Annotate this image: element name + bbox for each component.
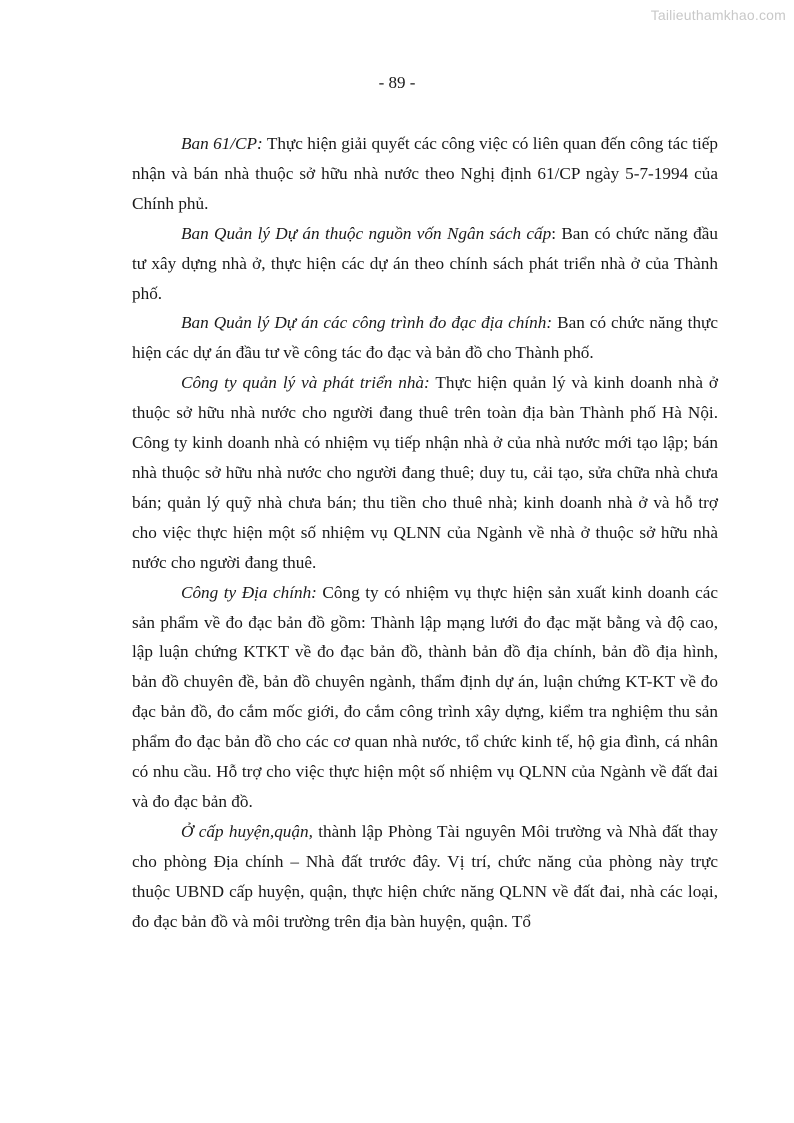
paragraph-lead: Ban 61/CP: <box>181 134 263 153</box>
paragraph-lead: Ban Quản lý Dự án các công trình đo đạc địa chính: <box>181 313 553 333</box>
paragraph-cong-ty-dia-chinh <box>132 578 718 817</box>
paragraph-lead: Ở cấp huyện,quận, <box>181 821 313 841</box>
paragraph-ban-quan-ly-do-dac <box>132 308 718 368</box>
paragraph-cong-ty-quan-ly-nha <box>132 368 718 577</box>
paragraph-text: Ban có chức năng thực hiện các dự án đầu tư về công tác đo đạc và bản đồ cho Thành phố. <box>132 313 718 363</box>
paragraph-text: Thực hiện quản lý và kinh doanh nhà ở thuộc sở hữu nhà nước cho người đang thuê trên toàn địa bàn Thành phố Hà Nội. Công ty kinh doanh nhà có nhiệm vụ tiếp nhận nhà ở của nhà nước mới tạo lập; bán nhà thuộc sở hữu nhà nước cho người đang thuê; duy tu, cải tạo, sửa chữa nhà chưa bán; quản lý quỹ nhà chưa bán; thu tiền cho thuê nhà; kinh doanh nhà ở và hỗ trợ cho việc thực hiện một số nhiệm vụ QLNN của Ngành về nhà ở thuộc sở hữu nhà nước cho người đang thuê. <box>132 373 718 572</box>
document-body <box>132 129 718 936</box>
watermark-text: Tailieuthamkhao.com <box>650 7 786 23</box>
paragraph-ban-61cp <box>132 129 718 219</box>
paragraph-text: thành lập Phòng Tài nguyên Môi trường và Nhà đất thay cho phòng Địa chính – Nhà đất trước đây. Vị trí, chức năng của phòng này trực thuộc UBND cấp huyện, quận, thực hiện chức năng QLNN về đất đai, nhà các loại, đo đạc bản đồ và môi trường trên địa bàn huyện, quận. Tổ <box>132 821 718 931</box>
paragraph-lead: Công ty quản lý và phát triển nhà: <box>181 373 430 393</box>
paragraph-text: Thực hiện giải quyết các công việc có liên quan đến công tác tiếp nhận và bán nhà thuộc sở hữu nhà nước theo Nghị định 61/CP ngày 5-7-1994 của Chính phủ. <box>132 134 718 213</box>
paragraph-ban-quan-ly-du-an-ngan-sach <box>132 219 718 309</box>
page-number: - 89 - <box>378 73 416 92</box>
paragraph-cap-huyen-quan <box>132 817 718 937</box>
paragraph-text: Công ty có nhiệm vụ thực hiện sản xuất kinh doanh các sản phẩm về đo đạc bản đồ gồm: Thành lập mạng lưới đo đạc mặt bằng và độ cao, lập luận chứng KTKT về đo đạc bản đồ, thành bản đồ địa chính, bản đồ địa hình, bản đồ chuyên đề, bản đồ chuyên ngành, thẩm định dự án, luận chứng KT-KT về đo đạc bản đồ, đo cắm mốc giới, đo cắm công trình xây dựng, kiểm tra nghiệm thu sản phẩm đo đạc bản đồ cho các cơ quan nhà nước, tổ chức kinh tế, hộ gia đình, cá nhân có nhu cầu. Hỗ trợ cho việc thực hiện một số nhiệm vụ QLNN của Ngành về đất đai và đo đạc bản đồ. <box>132 582 718 811</box>
paragraph-lead: Công ty Địa chính: <box>181 582 317 602</box>
paragraph-lead: Ban Quản lý Dự án thuộc nguồn vốn Ngân sách cấp <box>181 223 552 243</box>
paragraph-text: : Ban có chức năng đầu tư xây dựng nhà ở, thực hiện các dự án theo chính sách phát triển nhà ở của Thành phố. <box>132 223 719 303</box>
